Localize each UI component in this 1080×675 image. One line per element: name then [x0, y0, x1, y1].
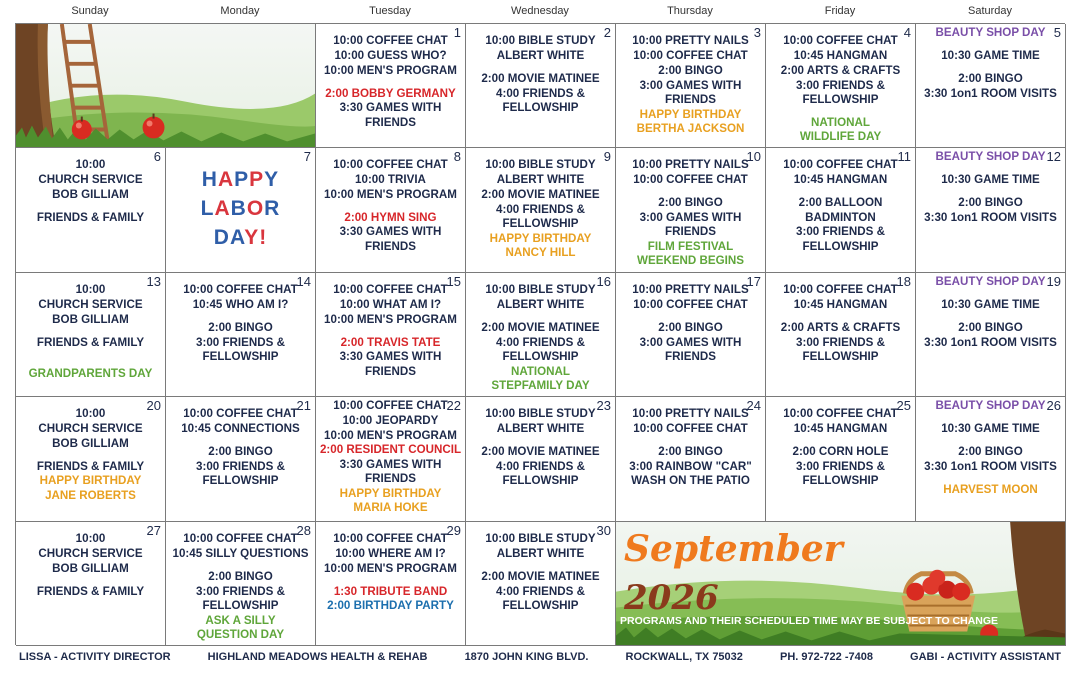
event-line: 3:00 FRIENDS & — [796, 79, 885, 92]
day-cell-25 — [766, 397, 916, 521]
event-line: 4:00 FRIENDS & — [496, 460, 585, 474]
event-line: 10:00 COFFEE CHAT — [633, 173, 748, 187]
event-line: FELLOWSHIP — [802, 93, 879, 106]
day-number: 11 — [897, 149, 911, 165]
event-line: 10:00 MEN'S PROGRAM — [324, 312, 457, 326]
event-line: 10:00 COFFEE CHAT — [333, 34, 448, 47]
day-cell-6 — [16, 148, 166, 272]
event-line: 4:00 FRIENDS & — [496, 335, 585, 349]
event-line: 4:00 FRIENDS & — [496, 87, 585, 100]
event-line: HARVEST MOON — [943, 483, 1038, 497]
event-line: FRIENDS — [665, 349, 716, 363]
event-line: 10:00 COFFEE CHAT — [783, 34, 898, 47]
event-line: 3:00 FRIENDS & — [796, 335, 885, 349]
day-number: 12 — [1046, 149, 1061, 165]
event-line: FELLOWSHIP — [202, 349, 279, 363]
day-cell-24 — [616, 397, 766, 521]
day-number: 22 — [446, 398, 461, 414]
event-line: CHURCH SERVICE — [38, 422, 143, 436]
event-line: ALBERT WHITE — [496, 49, 585, 62]
event-line: 10:00 GUESS WHO? — [334, 49, 447, 62]
day-cell-15 — [316, 273, 466, 397]
event-line: FELLOWSHIP — [502, 349, 579, 363]
event-line: 3:30 GAMES WITH — [339, 349, 442, 363]
event-line: JANE ROBERTS — [45, 489, 136, 503]
event-line: 2:00 BINGO — [658, 320, 723, 334]
event-line: 10:00 COFFEE CHAT — [633, 49, 748, 62]
event-line: MARIA HOKE — [353, 501, 428, 515]
day-number: 5 — [1053, 25, 1061, 40]
day-number: 25 — [896, 398, 911, 414]
happy-labor-day-line-3: DAY! — [213, 226, 268, 250]
day-number: 6 — [153, 149, 161, 165]
event-line: 3:00 GAMES WITH — [639, 335, 742, 349]
happy-labor-day-line-1: HAPPY — [201, 168, 280, 192]
day-cell-4 — [766, 24, 916, 148]
day-cell-12 — [916, 148, 1066, 272]
day-number: 1 — [453, 25, 461, 40]
event-line: CHURCH SERVICE — [38, 297, 143, 311]
event-line: FELLOWSHIP — [502, 217, 579, 231]
day-number: 15 — [446, 273, 461, 289]
event-line: 2:00 HYMN SING — [344, 211, 437, 225]
event-line: BERTHA JACKSON — [636, 122, 745, 135]
event-line: ALBERT WHITE — [496, 546, 585, 560]
event-line: 10:00 COFFEE CHAT — [333, 531, 448, 545]
event-line: FRIENDS & FAMILY — [36, 211, 145, 225]
event-line: 10:00 COFFEE CHAT — [333, 399, 448, 413]
day-cell-2 — [466, 24, 616, 148]
event-line: 10:45 HANGMAN — [793, 297, 888, 311]
day-number: 28 — [296, 522, 311, 538]
event-line: 2:00 BINGO — [658, 445, 723, 459]
happy-labor-day-line-2: LABOR — [200, 197, 281, 221]
event-line: 4:00 FRIENDS & — [496, 203, 585, 217]
event-line: 3:30 GAMES WITH — [339, 458, 442, 472]
day-cell-11 — [766, 148, 916, 272]
event-line: FRIENDS — [365, 364, 416, 378]
event-line: 3:00 FRIENDS & — [796, 460, 885, 474]
event-line: 10:45 CONNECTIONS — [181, 422, 300, 436]
event-line: 3:30 1on1 ROOM VISITS — [924, 335, 1057, 349]
event-line: 10:30 GAME TIME — [941, 297, 1040, 311]
event-line: 10:00 WHERE AM I? — [335, 546, 446, 560]
event-line: 10:45 HANGMAN — [793, 49, 888, 62]
event-line: FRIENDS & FAMILY — [36, 584, 145, 598]
day-number: 24 — [746, 398, 761, 414]
event-line: WEEKEND BEGINS — [637, 254, 744, 268]
event-line: 2:00 RESIDENT COUNCIL — [319, 443, 462, 457]
event-line: 3:00 FRIENDS & — [196, 584, 285, 598]
weekday-friday: Friday — [824, 5, 856, 17]
event-line: WASH ON THE PATIO — [631, 474, 750, 488]
event-line: FELLOWSHIP — [802, 349, 879, 363]
event-line: 10:00 COFFEE CHAT — [333, 158, 448, 172]
event-line: 2:00 BINGO — [958, 445, 1023, 459]
day-number: 14 — [296, 273, 311, 289]
event-line: FELLOWSHIP — [802, 474, 879, 488]
event-line: HAPPY BIRTHDAY — [489, 232, 592, 246]
event-line: FRIENDS — [665, 93, 716, 106]
weekday-sunday: Sunday — [71, 5, 109, 17]
city-state-zip: ROCKWALL, TX 75032 — [625, 651, 743, 663]
event-line: 10:00 COFFEE CHAT — [183, 407, 298, 421]
event-line: 10:45 HANGMAN — [793, 422, 888, 436]
event-line: FRIENDS & FAMILY — [36, 460, 145, 474]
weekday-tuesday: Tuesday — [369, 5, 411, 17]
event-line: 2:00 ARTS & CRAFTS — [780, 64, 901, 77]
event-line: HAPPY BIRTHDAY — [639, 108, 742, 121]
event-line: 10:00 COFFEE CHAT — [333, 282, 448, 296]
day-cell-7 — [166, 148, 316, 272]
event-line: 10:00 MEN'S PROGRAM — [324, 561, 457, 575]
event-line: STEPFAMILY DAY — [491, 378, 590, 392]
weekday-wednesday: Wednesday — [511, 5, 569, 17]
day-number: 3 — [753, 25, 761, 40]
day-number: 29 — [446, 522, 461, 538]
event-line: 10:00 MEN'S PROGRAM — [324, 188, 457, 202]
event-line: WILDLIFE DAY — [799, 130, 882, 143]
event-line: 3:00 GAMES WITH — [639, 211, 742, 225]
event-line: 2:00 BIRTHDAY PARTY — [327, 598, 454, 612]
event-line: FRIENDS — [665, 225, 716, 239]
day-cell-22 — [316, 397, 466, 521]
event-line: 1:30 TRIBUTE BAND — [333, 584, 448, 598]
event-line: 10:00 PRETTY NAILS — [632, 282, 749, 296]
event-line: 10:45 HANGMAN — [793, 173, 888, 187]
event-line: 2:00 BINGO — [658, 196, 723, 210]
event-line: 2:00 BOBBY GERMANY — [325, 87, 456, 100]
event-line: 10:30 GAME TIME — [941, 422, 1040, 436]
event-line: FILM FESTIVAL — [647, 240, 734, 254]
event-line: 2:00 TRAVIS TATE — [340, 335, 441, 349]
month-banner — [616, 522, 1066, 646]
day-cell-18 — [766, 273, 916, 397]
calendar-grid — [15, 23, 1065, 645]
facility-name: HIGHLAND MEADOWS HEALTH & REHAB — [207, 651, 428, 663]
event-line: 10:00 COFFEE CHAT — [633, 297, 748, 311]
event-line: FELLOWSHIP — [202, 598, 279, 612]
day-cell-9 — [466, 148, 616, 272]
event-line: 2:00 BINGO — [208, 320, 273, 334]
event-line: 10:00 — [75, 531, 106, 545]
event-line: QUESTION DAY — [196, 627, 285, 641]
event-line: 10:00 JEOPARDY — [342, 414, 439, 428]
event-line: 2:00 BINGO — [208, 445, 273, 459]
footer-bar — [15, 646, 1065, 668]
event-line: 2:00 BINGO — [658, 64, 723, 77]
weekday-saturday: Saturday — [967, 5, 1013, 17]
day-number: 8 — [453, 149, 461, 165]
day-cell-29 — [316, 522, 466, 646]
event-line: 10:45 SILLY QUESTIONS — [172, 546, 309, 560]
event-line: ASK A SILLY — [205, 613, 276, 627]
event-line: NATIONAL — [810, 116, 871, 129]
day-cell-23 — [466, 397, 616, 521]
day-number: 10 — [746, 149, 761, 165]
event-line: 10:00 COFFEE CHAT — [633, 422, 748, 436]
event-line: BOB GILLIAM — [52, 437, 129, 451]
event-line: 10:00 PRETTY NAILS — [632, 34, 749, 47]
event-line: CHURCH SERVICE — [38, 546, 143, 560]
day-cell-16 — [466, 273, 616, 397]
schedule-disclaimer: PROGRAMS AND THEIR SCHEDULED TIME MAY BE SUBJECT TO CHANGE — [620, 614, 999, 627]
event-line: 10:00 COFFEE CHAT — [783, 158, 898, 172]
day-cell-21 — [166, 397, 316, 521]
day-number: 2 — [603, 25, 611, 40]
event-line: ALBERT WHITE — [496, 297, 585, 311]
day-number: 27 — [146, 522, 161, 538]
day-cell-26 — [916, 397, 1066, 521]
day-cell-10 — [616, 148, 766, 272]
day-number: 30 — [596, 522, 611, 538]
event-line: 3:30 GAMES WITH — [339, 101, 442, 114]
event-line: BADMINTON — [805, 211, 876, 225]
day-number: 23 — [596, 398, 611, 414]
tree-ladder-illustration — [16, 24, 315, 147]
day-number: 16 — [596, 273, 611, 289]
day-cell-13 — [16, 273, 166, 397]
event-line: 3:30 1on1 ROOM VISITS — [924, 460, 1057, 474]
event-line: GRANDPARENTS DAY — [28, 366, 153, 380]
event-line: 10:00 PRETTY NAILS — [632, 158, 749, 172]
day-cell-8 — [316, 148, 466, 272]
day-number: 21 — [296, 398, 311, 414]
event-line: FELLOWSHIP — [202, 474, 279, 488]
event-line: 3:30 1on1 ROOM VISITS — [924, 87, 1057, 100]
event-line: 10:00 COFFEE CHAT — [183, 531, 298, 545]
day-number: 20 — [146, 398, 161, 414]
event-line: BEAUTY SHOP DAY — [935, 399, 1046, 413]
event-line: 10:00 BIBLE STUDY — [485, 34, 596, 47]
event-line: 3:00 FRIENDS & — [196, 335, 285, 349]
event-line: 2:00 BINGO — [208, 569, 273, 583]
event-line: FRIENDS — [365, 472, 416, 486]
day-cell-5 — [916, 24, 1066, 148]
event-line: 10:00 COFFEE CHAT — [783, 282, 898, 296]
event-line: BEAUTY SHOP DAY — [935, 274, 1046, 288]
day-number: 26 — [1046, 398, 1061, 414]
event-line: CHURCH SERVICE — [38, 173, 143, 187]
event-line: 10:00 — [75, 282, 106, 296]
year-title: 2026 — [624, 577, 719, 618]
event-line: 10:00 MEN'S PROGRAM — [324, 429, 457, 443]
event-line: 2:00 MOVIE MATINEE — [481, 569, 600, 583]
day-cell-20 — [16, 397, 166, 521]
activity-director: LISSA - ACTIVITY DIRECTOR — [19, 651, 171, 663]
day-number: 19 — [1046, 273, 1061, 289]
event-line: 10:00 COFFEE CHAT — [183, 282, 298, 296]
event-line: 3:00 FRIENDS & — [196, 460, 285, 474]
event-line: 2:00 MOVIE MATINEE — [481, 188, 600, 202]
day-cell-27 — [16, 522, 166, 646]
event-line: 3:30 1on1 ROOM VISITS — [924, 211, 1057, 225]
event-line: FELLOWSHIP — [502, 598, 579, 612]
event-line: 10:00 — [75, 407, 106, 421]
event-line: FELLOWSHIP — [502, 474, 579, 488]
event-line: HAPPY BIRTHDAY — [39, 474, 142, 488]
event-line: 2:00 BINGO — [958, 196, 1023, 210]
event-line: 3:30 GAMES WITH — [339, 225, 442, 239]
event-line: BOB GILLIAM — [52, 188, 129, 202]
event-line: 3:00 FRIENDS & — [796, 225, 885, 239]
day-number: 18 — [896, 273, 911, 289]
street-address: 1870 JOHN KING BLVD. — [464, 651, 589, 663]
day-number: 9 — [603, 149, 611, 165]
day-cell-1 — [316, 24, 466, 148]
day-number: 4 — [903, 25, 911, 40]
event-line: 4:00 FRIENDS & — [496, 584, 585, 598]
event-line: 10:30 GAME TIME — [941, 173, 1040, 187]
event-line: 10:00 TRIVIA — [355, 173, 426, 187]
event-line: FRIENDS — [365, 240, 416, 254]
weekday-header — [15, 0, 1065, 22]
month-title: September — [624, 527, 843, 570]
event-line: 10:30 GAME TIME — [941, 49, 1040, 62]
day-number: 17 — [746, 273, 761, 289]
event-line: 2:00 MOVIE MATINEE — [481, 320, 600, 334]
event-line: 2:00 MOVIE MATINEE — [481, 72, 600, 85]
event-line: BOB GILLIAM — [52, 312, 129, 326]
event-line: 10:00 BIBLE STUDY — [485, 282, 596, 296]
day-cell-14 — [166, 273, 316, 397]
art-cell-tree-ladder — [16, 24, 316, 148]
activity-assistant: GABI - ACTIVITY ASSISTANT — [910, 651, 1061, 663]
event-line: 3:00 GAMES WITH — [639, 79, 742, 92]
event-line: 2:00 BALLOON — [798, 196, 883, 210]
event-line: 2:00 MOVIE MATINEE — [481, 445, 600, 459]
event-line: 2:00 BINGO — [958, 72, 1023, 85]
weekday-monday: Monday — [220, 5, 260, 17]
event-line: FELLOWSHIP — [802, 240, 879, 254]
event-line: 2:00 CORN HOLE — [792, 445, 889, 459]
event-line: 2:00 ARTS & CRAFTS — [780, 320, 901, 334]
event-line: HAPPY BIRTHDAY — [339, 487, 442, 501]
event-line: 10:00 COFFEE CHAT — [783, 407, 898, 421]
day-number: 13 — [146, 273, 161, 289]
event-line: 10:00 BIBLE STUDY — [485, 531, 596, 545]
day-cell-28 — [166, 522, 316, 646]
event-line: 10:00 BIBLE STUDY — [485, 407, 596, 421]
event-line: BEAUTY SHOP DAY — [935, 150, 1046, 164]
day-cell-17 — [616, 273, 766, 397]
event-line: NATIONAL — [510, 364, 571, 378]
event-line: 3:00 RAINBOW "CAR" — [629, 460, 752, 474]
event-line: BEAUTY SHOP DAY — [935, 26, 1046, 39]
event-line: BOB GILLIAM — [52, 561, 129, 575]
event-line: 10:00 PRETTY NAILS — [632, 407, 749, 421]
day-cell-3 — [616, 24, 766, 148]
event-line: FRIENDS — [365, 116, 416, 129]
event-line: 10:00 MEN'S PROGRAM — [324, 64, 457, 77]
event-line: ALBERT WHITE — [496, 173, 585, 187]
event-line: 2:00 BINGO — [958, 320, 1023, 334]
event-line: NANCY HILL — [505, 246, 576, 260]
event-line: 10:00 WHAT AM I? — [339, 297, 442, 311]
day-cell-30 — [466, 522, 616, 646]
weekday-thursday: Thursday — [667, 5, 713, 17]
event-line: 10:00 — [75, 158, 106, 172]
event-line: 10:45 WHO AM I? — [192, 297, 289, 311]
phone-number: PH. 972-722 -7408 — [780, 651, 873, 663]
event-line: FRIENDS & FAMILY — [36, 335, 145, 349]
event-line: ALBERT WHITE — [496, 422, 585, 436]
event-line: 10:00 BIBLE STUDY — [485, 158, 596, 172]
day-cell-19 — [916, 273, 1066, 397]
day-number: 7 — [303, 149, 311, 165]
event-line: FELLOWSHIP — [502, 101, 579, 114]
